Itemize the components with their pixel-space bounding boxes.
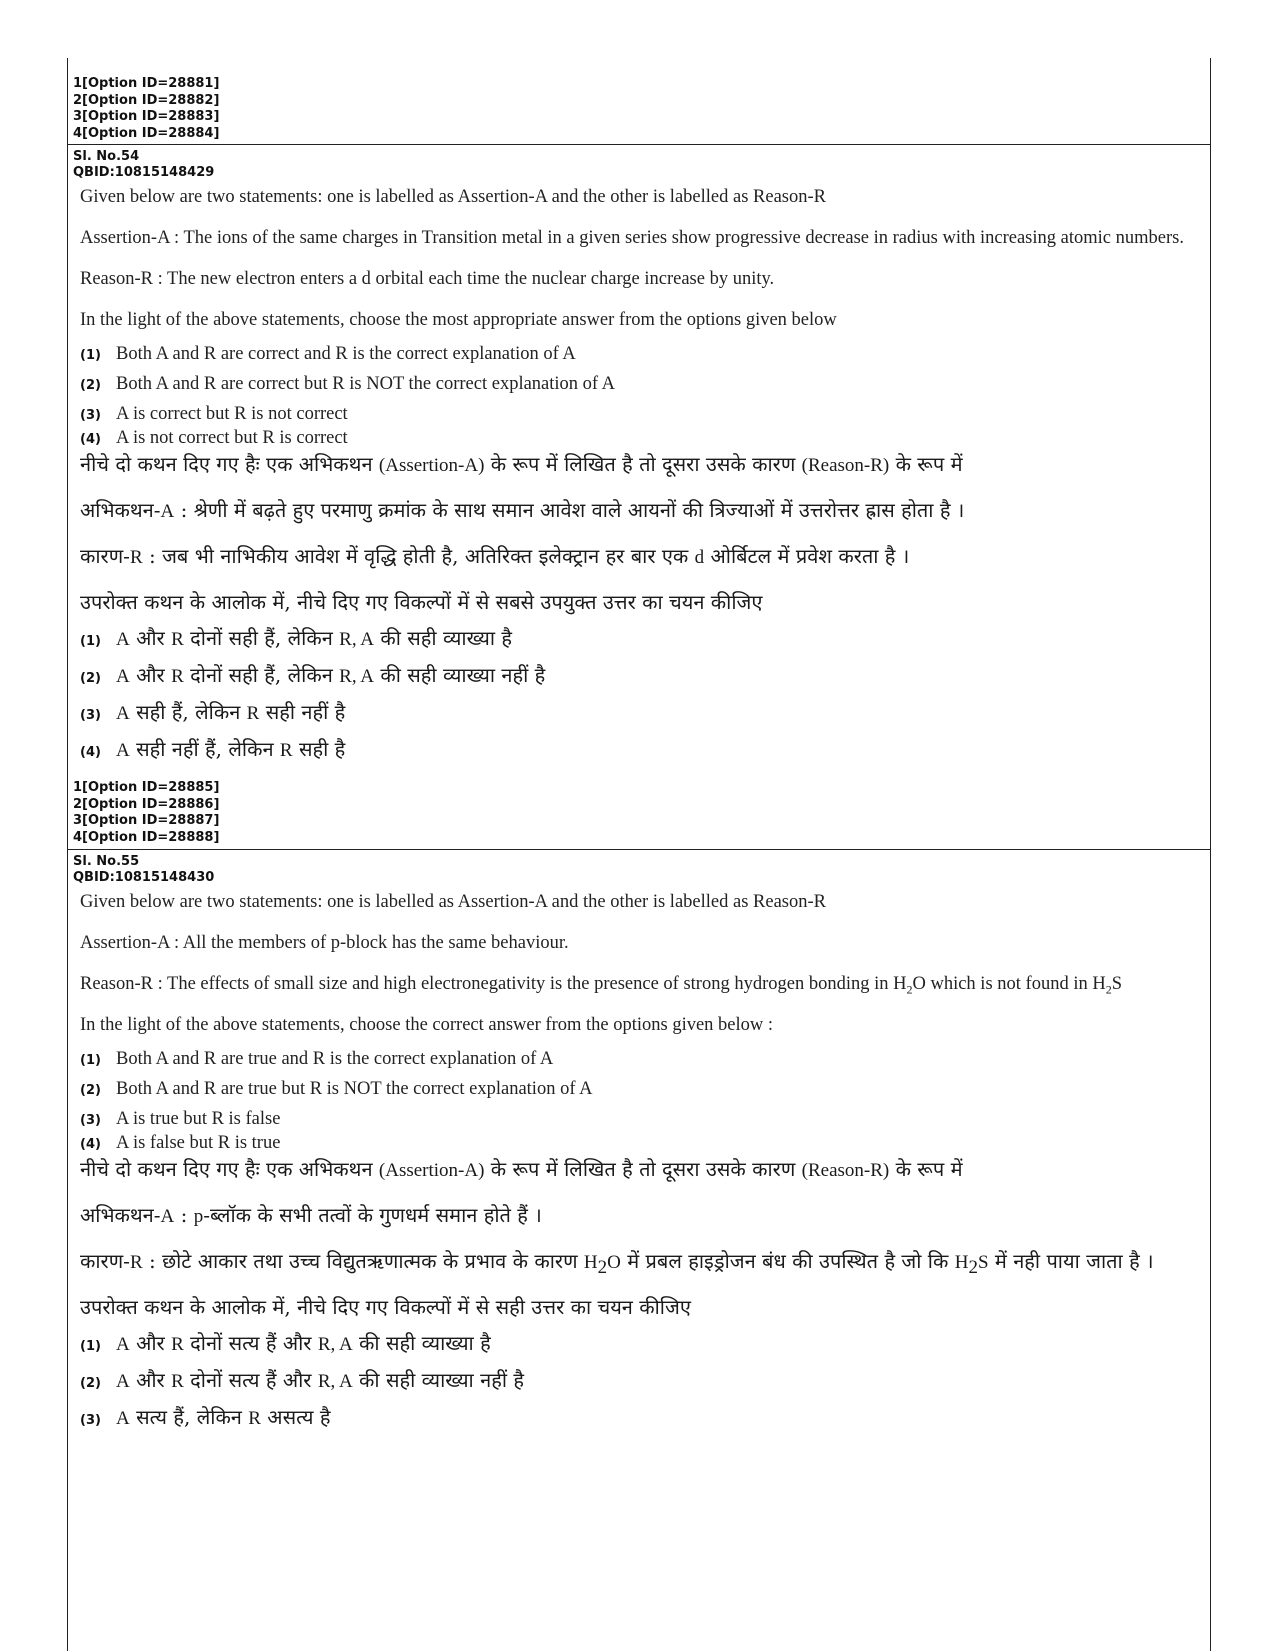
option-item [80, 1048, 1190, 1070]
hindi-instruction: उपरोक्त कथन के आलोक में, नीचे दिए गए विकल्पों में से सही उत्तर का चयन कीजिए [80, 1295, 691, 1319]
hindi-option-item [80, 1367, 1190, 1395]
page-frame [67, 58, 1211, 1651]
option-id: 4[Option ID=28884] [73, 125, 220, 141]
option-item [80, 373, 1190, 395]
option-number: (3) [80, 408, 101, 423]
hindi-option-item [80, 699, 1190, 727]
instruction-text: In the light of the above statements, choose the correct answer from the options given below : [80, 1015, 774, 1035]
option-text: A और R दोनों सही हैं, लेकिन R, A की सही व्याख्या है [116, 626, 513, 650]
option-number: (1) [80, 348, 101, 363]
reason-text: Reason-R : The effects of small size and high electronegativity is the presence of strong hydrogen bonding in $H_2O$ which is not found in $H_2S$ [80, 974, 1123, 997]
option-text: A सत्य हैं, लेकिन R असत्य है [116, 1405, 331, 1429]
option-number: (2) [80, 671, 101, 686]
option-item [80, 1132, 1190, 1154]
option-id-list [68, 58, 1210, 142]
qbid: QBID:10815148429 [73, 165, 215, 180]
assertion-text: Assertion-A : All the members of p-block has the same behaviour. [80, 933, 569, 953]
option-item [80, 427, 1190, 449]
option-number: (3) [80, 1113, 101, 1128]
option-text: A और R दोनों सत्य हैं और R, A की सही व्याख्या नहीं है [116, 1368, 524, 1392]
option-text: A is true but R is false [116, 1109, 281, 1129]
question-55 [68, 891, 1210, 1432]
option-item [80, 1078, 1190, 1100]
option-number: (2) [80, 1376, 101, 1391]
option-text: Both A and R are correct but R is NOT the correct explanation of A [116, 374, 616, 394]
question-54 [68, 186, 1210, 764]
serial-number: Sl. No.55 [73, 854, 140, 869]
reason-text: Reason-R : The new electron enters a d orbital each time the nuclear charge increase by unity. [80, 269, 775, 289]
option-text: A सही हैं, लेकिन R सही नहीं है [116, 700, 346, 724]
option-id: 3[Option ID=28883] [73, 109, 220, 124]
option-text: Both A and R are true and R is the correct explanation of A [116, 1049, 554, 1069]
option-number: (2) [80, 378, 101, 393]
option-number: (1) [80, 634, 101, 649]
instruction-text: In the light of the above statements, choose the most appropriate answer from the options given below [80, 310, 837, 330]
option-number: (4) [80, 1137, 101, 1152]
option-number: (1) [80, 1053, 101, 1068]
option-item [80, 1108, 1190, 1130]
option-text: A सही नहीं हैं, लेकिन R सही है [116, 737, 346, 761]
option-number: (3) [80, 1413, 101, 1428]
option-text: A is false but R is true [116, 1133, 281, 1153]
option-text: Both A and R are true but R is NOT the correct explanation of A [116, 1079, 593, 1099]
option-number: (3) [80, 708, 101, 723]
option-text: A is not correct but R is correct [116, 428, 348, 448]
option-id: 1[Option ID=28885] [73, 780, 220, 795]
option-number: (4) [80, 745, 101, 760]
hindi-option-item [80, 662, 1190, 690]
option-id: 2[Option ID=28882] [73, 92, 220, 108]
option-id: 4[Option ID=28888] [73, 829, 220, 845]
option-number: (4) [80, 432, 101, 447]
option-item [80, 343, 1190, 365]
hindi-instruction: उपरोक्त कथन के आलोक में, नीचे दिए गए विकल्पों में से सबसे उपयुक्त उत्तर का चयन कीजिए [80, 590, 763, 614]
serial-number: Sl. No.54 [73, 149, 140, 164]
option-id-list [68, 773, 1210, 847]
hindi-option-item [80, 1330, 1190, 1358]
question-intro: Given below are two statements: one is labelled as Assertion-A and the other is labelled as Reason-R [80, 892, 826, 912]
hindi-option-item [80, 736, 1190, 764]
option-item [80, 403, 1190, 425]
option-text: A और R दोनों सही हैं, लेकिन R, A की सही व्याख्या नहीं है [116, 663, 546, 687]
option-id: 1[Option ID=28881] [73, 76, 220, 91]
hindi-reason: कारण-R : छोटे आकार तथा उच्च विद्युतऋणात्मक के प्रभाव के कारण $H_2O$ में प्रबल हाइड्रोजन बंध की उपस्थित है जो कि $H_2S$ में नही पाया जाता है । [80, 1249, 1154, 1278]
hindi-intro: नीचे दो कथन दिए गए हैः एक अभिकथन (Assertion-A) के रूप में लिखित है तो दूसरा उसके कारण (Reason-R) के रूप में [80, 1157, 963, 1181]
question-header [68, 850, 1210, 886]
hindi-option-item [80, 1404, 1190, 1432]
option-text: Both A and R are correct and R is the correct explanation of A [116, 344, 576, 364]
hindi-assertion: अभिकथन-A : श्रेणी में बढ़ते हुए परमाणु क्रमांक के साथ समान आवेश वाले आयनों की त्रिज्याओं में उत्तरोत्तर ह्रास होता है । [80, 498, 965, 522]
option-number: (1) [80, 1339, 101, 1354]
qbid: QBID:10815148430 [73, 870, 215, 885]
option-text: A और R दोनों सत्य हैं और R, A की सही व्याख्या है [116, 1331, 491, 1355]
option-id: 2[Option ID=28886] [73, 796, 220, 812]
hindi-assertion: अभिकथन-A : p-ब्लॉक के सभी तत्वों के गुणधर्म समान होते हैं । [80, 1203, 542, 1227]
hindi-option-item [80, 625, 1190, 653]
assertion-text: Assertion-A : The ions of the same charges in Transition metal in a given series show progressive decrease in radius with increasing atomic numbers. [80, 228, 1184, 248]
question-header [68, 145, 1210, 181]
option-number: (2) [80, 1083, 101, 1098]
hindi-reason: कारण-R : जब भी नाभिकीय आवेश में वृद्धि होती है, अतिरिक्त इलेक्ट्रान हर बार एक d ओर्बिटल में प्रवेश करता है । [80, 544, 910, 568]
question-intro: Given below are two statements: one is labelled as Assertion-A and the other is labelled as Reason-R [80, 187, 826, 207]
option-id: 3[Option ID=28887] [73, 813, 220, 828]
option-text: A is correct but R is not correct [116, 404, 348, 424]
hindi-intro: नीचे दो कथन दिए गए हैः एक अभिकथन (Assertion-A) के रूप में लिखित है तो दूसरा उसके कारण (Reason-R) के रूप में [80, 452, 963, 476]
